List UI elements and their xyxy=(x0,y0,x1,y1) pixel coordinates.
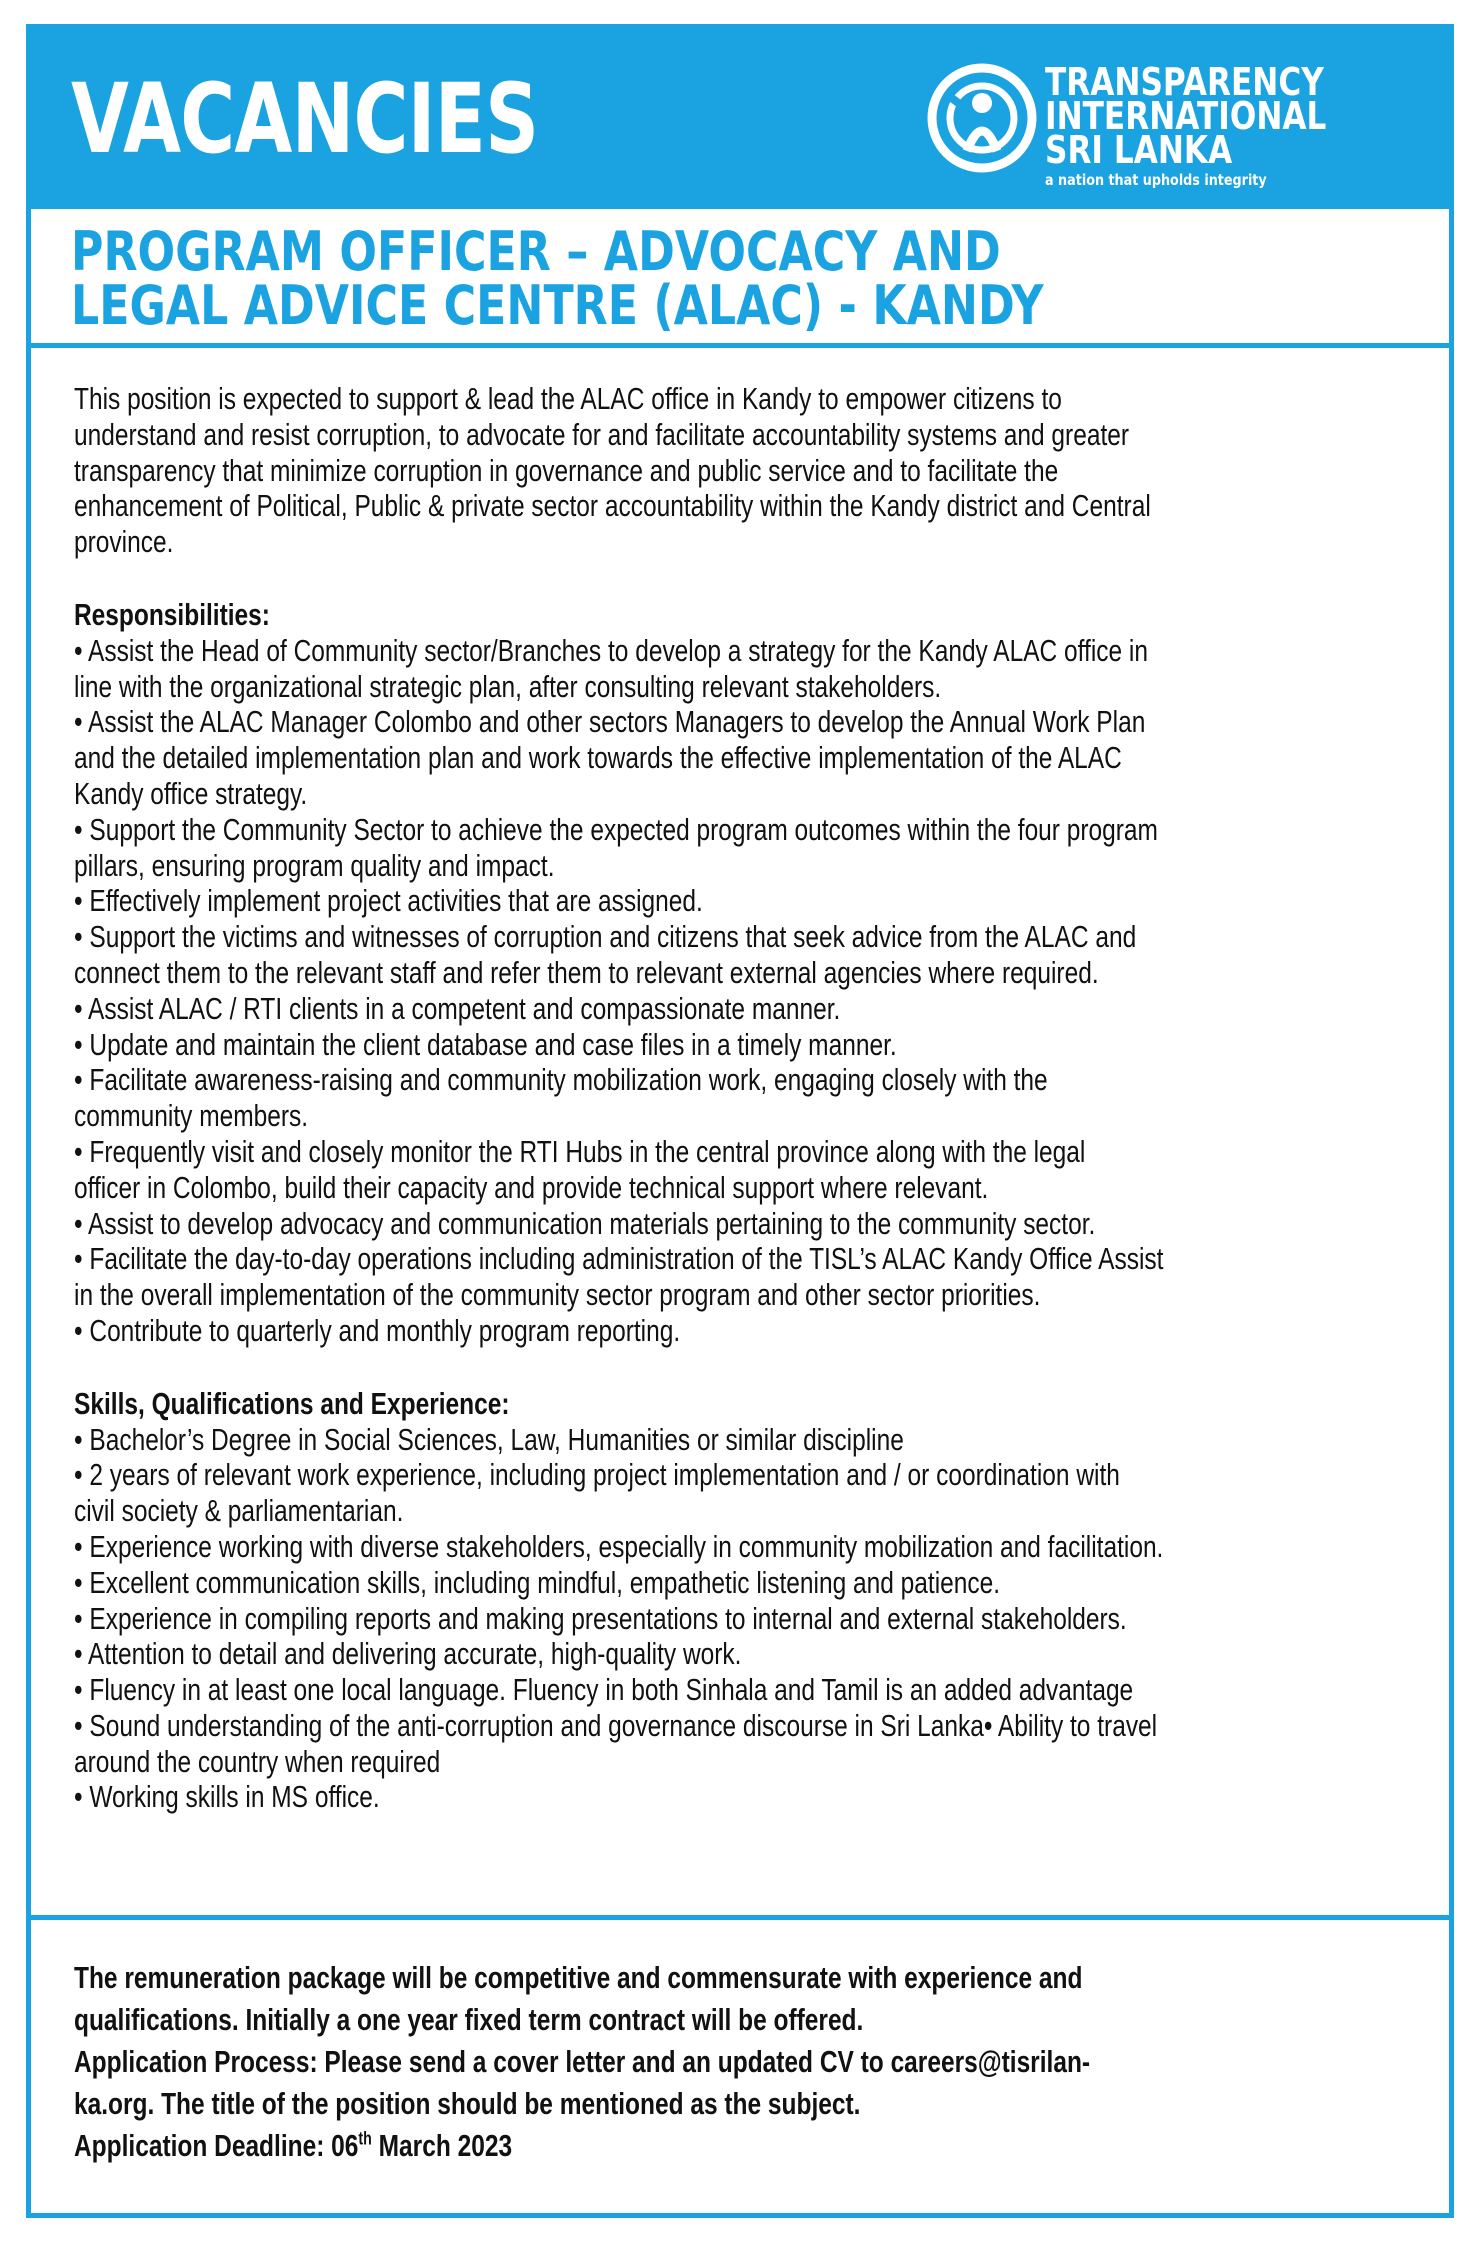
skills-list xyxy=(74,1422,1441,1816)
skill-line: • Working skills in MS office. xyxy=(74,1779,380,1815)
responsibility-line: pillars, ensuring program quality and impact. xyxy=(74,847,555,883)
skill-line: • Sound understanding of the anti-corruption and governance discourse in Sri Lanka• Ability to travel xyxy=(74,1707,1158,1743)
skill-line: • Fluency in at least one local language. Fluency in both Sinhala and Tamil is an added advantage xyxy=(74,1672,1134,1708)
responsibility-line: • Support the victims and witnesses of corruption and citizens that seek advice from the ALAC and xyxy=(74,919,1137,955)
position-title xyxy=(71,220,1044,337)
intro-line: province. xyxy=(74,524,174,560)
responsibility-line: Kandy office strategy. xyxy=(74,775,308,811)
responsibility-line: • Assist ALAC / RTI clients in a competent and compassionate manner. xyxy=(74,990,841,1026)
footer-divider xyxy=(31,1915,1449,1920)
footer-line: qualifications. Initially a one year fixed term contract will be offered. xyxy=(74,2002,864,2037)
skill-line: • Experience in compiling reports and making presentations to internal and external stakeholders. xyxy=(74,1600,1127,1636)
logo-tagline: a nation that upholds integrity xyxy=(1045,171,1267,189)
application-text xyxy=(74,1957,1441,2125)
header-banner xyxy=(31,29,1449,209)
intro-line: This position is expected to support & lead the ALAC office in Kandy to empower citizens to xyxy=(74,381,1062,416)
logo-line-1: TRANSPARENCY xyxy=(1045,60,1324,104)
responsibility-line: • Assist the ALAC Manager Colombo and other sectors Managers to develop the Annual Work Plan xyxy=(74,704,1146,740)
job-description xyxy=(74,381,1441,1815)
logo-line-3: SRI LANKA xyxy=(1045,128,1233,172)
skills-heading: Skills, Qualifications and Experience: xyxy=(74,1385,510,1421)
intro-line: transparency that minimize corruption in governance and public service and to facilitate the xyxy=(74,452,1059,488)
responsibility-line: line with the organizational strategic plan, after consulting relevant stakeholders. xyxy=(74,668,942,704)
skill-line: • Bachelor’s Degree in Social Sciences, Law, Humanities or similar discipline xyxy=(74,1421,904,1457)
responsibility-line: • Update and maintain the client database and case files in a timely manner. xyxy=(74,1026,897,1062)
responsibilities-list xyxy=(74,633,1441,1349)
footer-line: Application Process: Please send a cover letter and an updated CV to careers@tisrilan- xyxy=(74,2044,1091,2079)
responsibility-line: and the detailed implementation plan and work towards the effective implementation of the ALAC xyxy=(74,740,1122,776)
responsibility-line: • Facilitate the day-to-day operations including administration of the TISL’s ALAC Kandy Office Assist xyxy=(74,1241,1164,1277)
intro-paragraph xyxy=(74,381,1441,560)
skill-line: around the country when required xyxy=(74,1743,441,1779)
footer-line: The remuneration package will be competitive and commensurate with experience and xyxy=(74,1960,1083,1995)
responsibility-line: in the overall implementation of the community sector program and other sector priorities. xyxy=(74,1277,1041,1313)
skill-line: • Attention to detail and delivering accurate, high-quality work. xyxy=(74,1636,742,1672)
application-deadline: Application Deadline: 06th March 2023 xyxy=(74,2128,513,2163)
logo-wordmark xyxy=(1045,60,1327,172)
responsibility-line: • Assist to develop advocacy and communication materials pertaining to the community sector. xyxy=(74,1205,1096,1241)
responsibility-line: officer in Colombo, build their capacity and provide technical support where relevant. xyxy=(74,1169,989,1205)
skill-line: civil society & parliamentarian. xyxy=(74,1493,404,1529)
footer-line: ka.org. The title of the position should be mentioned as the subject. xyxy=(74,2086,861,2121)
responsibilities-heading: Responsibilities: xyxy=(74,596,270,632)
responsibility-line: connect them to the relevant staff and refer them to relevant external agencies where required. xyxy=(74,954,1099,990)
responsibility-line: • Frequently visit and closely monitor the RTI Hubs in the central province along with the legal xyxy=(74,1133,1086,1169)
skill-line: • 2 years of relevant work experience, including project implementation and / or coordination with xyxy=(74,1457,1120,1493)
vacancy-advert xyxy=(26,24,1454,2218)
responsibility-line: community members. xyxy=(74,1098,309,1134)
responsibility-line: • Effectively implement project activities that are assigned. xyxy=(74,883,703,919)
position-title-line-2: LEGAL ADVICE CENTRE (ALAC) - KANDY xyxy=(71,274,1044,337)
title-divider xyxy=(31,343,1449,348)
position-title-line-1: PROGRAM OFFICER – ADVOCACY AND xyxy=(71,220,1001,283)
skill-line: • Excellent communication skills, including mindful, empathetic listening and patience. xyxy=(74,1564,1001,1600)
responsibility-line: • Assist the Head of Community sector/Branches to develop a strategy for the Kandy ALAC office in xyxy=(74,632,1149,668)
responsibility-line: • Support the Community Sector to achieve the expected program outcomes within the four program xyxy=(74,811,1158,847)
intro-line: enhancement of Political, Public & private sector accountability within the Kandy district and Central xyxy=(74,488,1151,524)
intro-line: understand and resist corruption, to advocate for and facilitate accountability systems and greater xyxy=(74,416,1130,452)
responsibility-line: • Contribute to quarterly and monthly program reporting. xyxy=(74,1312,681,1348)
responsibility-line: • Facilitate awareness-raising and community mobilization work, engaging closely with the xyxy=(74,1062,1048,1098)
skill-line: • Experience working with diverse stakeholders, especially in community mobilization and facilitation. xyxy=(74,1528,1164,1564)
tisl-emblem-icon xyxy=(927,63,1037,173)
tisl-logo xyxy=(927,59,1447,209)
vacancies-heading: VACANCIES xyxy=(71,63,539,175)
logo-line-2: INTERNATIONAL xyxy=(1045,94,1327,138)
application-info xyxy=(74,1957,1441,2167)
